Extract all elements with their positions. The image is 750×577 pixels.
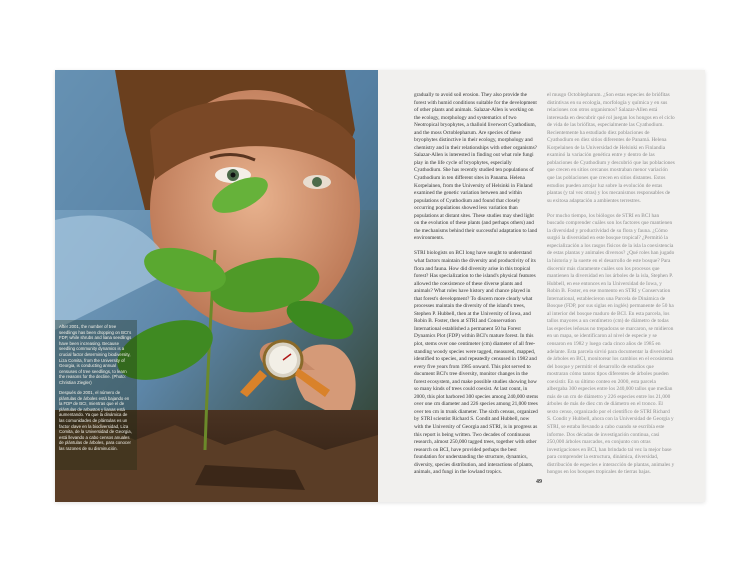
photo-caption-spanish: Después de 2001, el número de plántulas de árboles está bajando en la FDP de BCI, mientras que el de plántulas de arbustos y lianas está aumentando. Ya que la dinámica de las comunidades de plántulas es un factor clave en la biodiversidad, Liza Comita, de la Universidad de Georgia, está llevando a cabo censos anuales de plántulas de árboles, para conocer las razones de su disminución. <box>59 390 132 451</box>
spanish-column <box>547 92 675 484</box>
researcher-seedling-photo <box>55 70 378 502</box>
magazine-spread <box>55 70 705 502</box>
text-page <box>378 70 705 502</box>
english-paragraph: STRI biologists on BCI long have sought to understand what factors maintain the diversity and productivity of its flora and fauna. How did diversity arise in this tropical forest? Has specialization to the island's physical features allowed the coexistence of these diverse plants and animals? What roles have history and chance played in that forest's development? To discern more clearly what processes maintain the diversity of the island's trees, Stephen P. Hubbell, then at the University of Iowa, and Robin B. Foster, then at STRI and Conservation International established a permanent 50 ha Forest Dynamics Plot (FDP) within BCI's mature forest. In this plot, stems over one centimeter (cm) diameter of all free-standing woody species were tagged, measured, mapped, identified to species, and repeatedly censused in 1982 and every five years from 1985 onward. This plot served to document BCI's tree diversity, monitor changes in the forest ecosystem, and make possible studies showing how so many kinds of trees could coexist. At last count, in 2000, this plot harbored 300 species among 240,000 stems over one cm diameter and 226 species among 21,000 trees over ten cm in trunk diameter. The sixth census, organized by STRI scientist Richard S. Condit and Hubbell, now with the University of Georgia and STRI, is in progress as this report is being written. Two decades of continuous research, almost 250,000 tagged trees, together with other research on BCI, have provided perhaps the best foundation for understanding the structure, dynamics, diversity, species distribution, and interactions of plants, animals, and fungi in the lowland tropics. <box>414 250 539 476</box>
photo-caption-english: After 2001, the number of tree seedlings has been dropping on BCI's FDP, while shrubs and liana seedlings have been increasing. Because seedling community dynamics is a crucial factor determining biodiversity, Liza Comita, from the University of Georgia, is conducting annual censuses of tree seedlings, to learn the reasons for the decline. (Photo: Christian Ziegler) <box>59 324 132 385</box>
english-paragraph: gradually to avoid soil erosion. They also provide the forest with humid conditions suitable for the development of other plants and animals. Salazar-Allen is working on the ecology, morphology and systematics of two Neotropical bryophytes, a thalloid liverwort Cyathodium, and the moss Octoblepharum. Are species of these bryophytes distinctive in their ecology, morphology and chemistry and in their relationships with other organisms? Salazar-Allen is interested in finding out what role fungi play in the life cycle of bryophytes, especially Cyathodium. She has recently studied ten populations of Cyathodium in ten different sites in Panama. Helena Korpelainen, from the University of Helsinki in Finland examined the genetic variation between and within populations of Cyathodium and found that closely occurring populations showed less variation than populations at distant sites. These studies may shed light on the evolution of these plants (and perhaps others) and the mechanisms behind their successful adaptation to land environments. <box>414 92 538 242</box>
spanish-paragraph: Por mucho tiempo, los biólogos de STRI en BCI han buscado comprender cuáles son los factores que mantienen la diversidad y productividad de su flora y fauna. ¿Cómo surgió la diversidad en este bosque tropical? ¿Permitió la especialización a los rasgos físicos de la isla la coexistencia de estas plantas y animales diversos? ¿Qué roles han jugado la historia y la suerte en el desarrollo de este bosque? Para discernir más claramente cuáles son los procesos que mantienen la diversidad en los árboles de la isla, Stephen P. Hubbell, en ese entonces en la Universidad de Iowa, y Robin B. Foster, en ese momento en STRI y Conservation International, establecieron una Parcela de Dinámica de Bosque (FDP, por sus siglas en inglés) permanente de 50 ha al interior del bosque maduro de BCI. En esta parcela, los tallos mayores a un centímetro (cm) de diámetro de todas las especies leñosas no trepadoras se marcaron, se midieron en un mapa, se identificaron al nivel de especie y se censaron en 1982 y luego cada cinco años de 1985 en adelante. Esta parcela sirvió para documentar la diversidad de árboles en BCI, monitorear los cambios en el ecosistema del bosque y permitir el desarrollo de estudios que mostraran cómo tantos tipos diferentes de árboles pueden coexistir. En su último conteo en 2000, esta parcela albergaba 300 especies entre los 240,000 tallos que medían más de un cm de diámetro y 226 especies entre los 21,000 árboles de más de diez cm de diámetro en el tronco. El sexto censo, organizado por el científico de STRI Richard S. Condit y Hubbell, ahora con la Universidad de Georgia y STRI, se estaba llevando a cabo cuando se escribía este informe. Dos décadas de investigación continua, casi 250,000 árboles marcados, en conjunto con otras investigaciones en BCI, han brindado tal vez la mejor base para comprender la estructura, dinámica, diversidad, distribución de especies e interacción de plantas, animales y hongos en los bosques tropicales de tierras bajas. <box>547 212 675 476</box>
spanish-paragraph: el musgo Octoblepharum. ¿Son estas especies de briófitas distintivas en su ecología, morfología y química y en sus relaciones con otros organismos? Salazar-Allen está interesada en descubrir qué rol juegan los hongos en el ciclo de vida de las briófitas, especialmente las Cyathodium. Recientemente ha estudiado diez poblaciones de Cyathodium en diez sitios diferentes de Panamá. Helena Korpelainen de la Universidad de Helsinki en Finlandia examinó la variación genética entre y dentro de las poblaciones de Cyathodium y descubrió que las poblaciones que crecen en sitios cercanos mostraban menor variación que las poblaciones que crecen en sitios distantes. Estos estudios pueden arrojar luz sobre la evolución de estas plantas (y tal vez otras) y los mecanismos responsables de su exitosa adaptación a ambientes terrestres. <box>547 92 675 204</box>
english-column <box>414 92 539 484</box>
page-number: 49 <box>536 479 542 485</box>
